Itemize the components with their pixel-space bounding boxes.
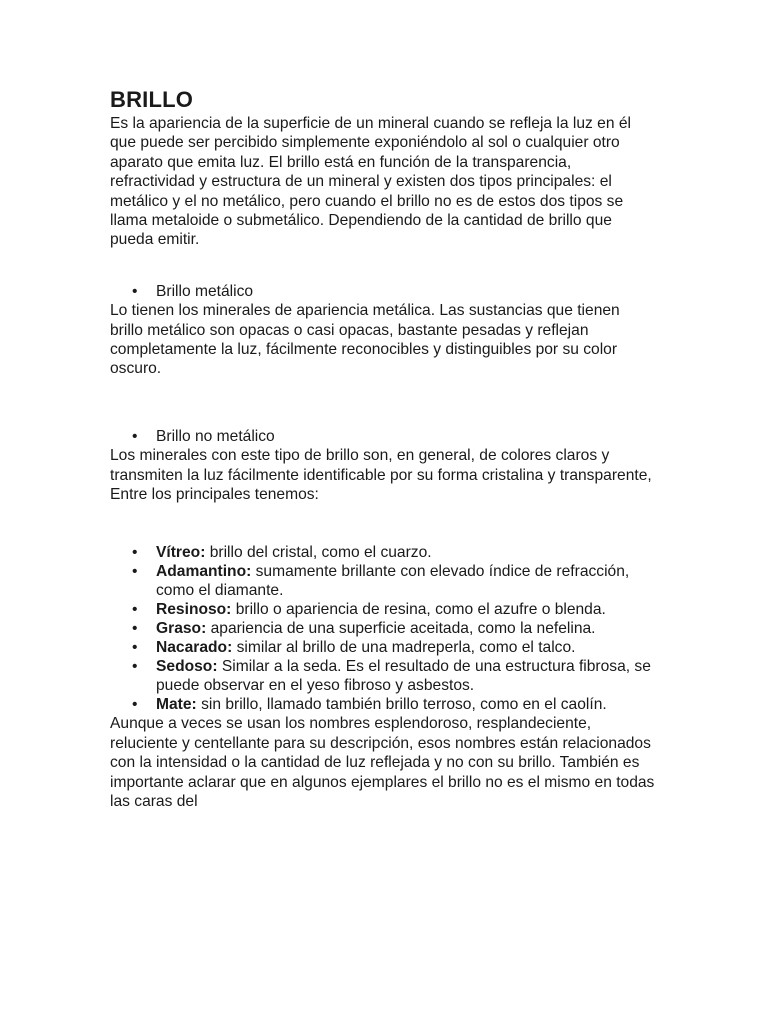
bullet-icon: • <box>132 658 138 676</box>
bullet-icon: • <box>132 282 138 300</box>
bullet-icon: • <box>132 543 138 561</box>
list-item-term: Mate: <box>156 696 197 714</box>
list-item-term: Vítreo: <box>156 543 206 561</box>
list-item <box>110 562 656 600</box>
list-item-term: Sedoso: <box>156 658 218 676</box>
closing-paragraph: Aunque a veces se usan los nombres esplendoroso, resplandeciente, reluciente y centellante para su descripción, esos nombres están relacionados con la intensidad o la cantidad de luz reflejada y no con su brillo. También es importante aclarar que en algunos ejemplares el brillo no es el mismo en todas las caras del <box>110 715 655 810</box>
list-item <box>110 657 656 695</box>
document-page <box>110 86 656 811</box>
document-title: BRILLO <box>110 87 194 112</box>
section-heading-no-metalico <box>110 427 656 446</box>
list-item-description: sumamente brillante con elevado índice de refracción, como el diamante. <box>156 562 630 599</box>
list-item <box>110 695 656 714</box>
section-heading-metalico <box>110 282 656 301</box>
list-item-description: apariencia de una superficie aceitada, como la nefelina. <box>206 619 596 637</box>
list-item-description: brillo o apariencia de resina, como el azufre o blenda. <box>231 600 606 618</box>
bullet-icon: • <box>132 619 138 637</box>
list-item-description: Similar a la seda. Es el resultado de una estructura fibrosa, se puede observar en el yeso fibroso y asbestos. <box>156 658 651 695</box>
list-item <box>110 619 656 638</box>
list-item <box>110 638 656 657</box>
section-heading-label: Brillo metálico <box>156 282 254 300</box>
bullet-icon: • <box>132 696 138 714</box>
metalico-paragraph: Lo tienen los minerales de apariencia metálica. Las sustancias que tienen brillo metálico son opacas o casi opacas, bastante pesadas y reflejan completamente la luz, fácilmente reconocibles y distinguibles por su color oscuro. <box>110 302 620 378</box>
list-item <box>110 600 656 619</box>
list-item-description: similar al brillo de una madreperla, como el talco. <box>232 638 576 656</box>
bullet-icon: • <box>132 600 138 618</box>
list-item-term: Resinoso: <box>156 600 232 618</box>
list-item-term: Nacarado: <box>156 638 233 656</box>
bullet-icon: • <box>132 427 138 445</box>
bullet-icon: • <box>132 562 138 580</box>
bullet-icon: • <box>132 638 138 656</box>
intro-paragraph: Es la apariencia de la superficie de un mineral cuando se refleja la luz en él que puede ser percibido simplemente exponiéndolo al sol o cualquier otro aparato que emita luz. El brillo está en función de la transparencia, refractividad y estructura de un mineral y existen dos tipos principales: el metálico y el no metálico, pero cuando el brillo no es de estos dos tipos se llama metaloide o submetálico. Dependiendo de la cantidad de brillo que pueda emitir. <box>110 115 631 249</box>
section-heading-label: Brillo no metálico <box>156 427 275 445</box>
list-item-description: brillo del cristal, como el cuarzo. <box>205 543 432 561</box>
list-item-term: Graso: <box>156 619 207 637</box>
no-metalico-paragraph: Los minerales con este tipo de brillo son, en general, de colores claros y transmiten la luz fácilmente identificable por su forma cristalina y transparente, Entre los principales tenemos: <box>110 447 652 504</box>
luster-types-list <box>110 543 656 715</box>
list-item-description: sin brillo, llamado también brillo terroso, como en el caolín. <box>196 696 607 714</box>
list-item <box>110 543 656 562</box>
list-item-term: Adamantino: <box>156 562 252 580</box>
